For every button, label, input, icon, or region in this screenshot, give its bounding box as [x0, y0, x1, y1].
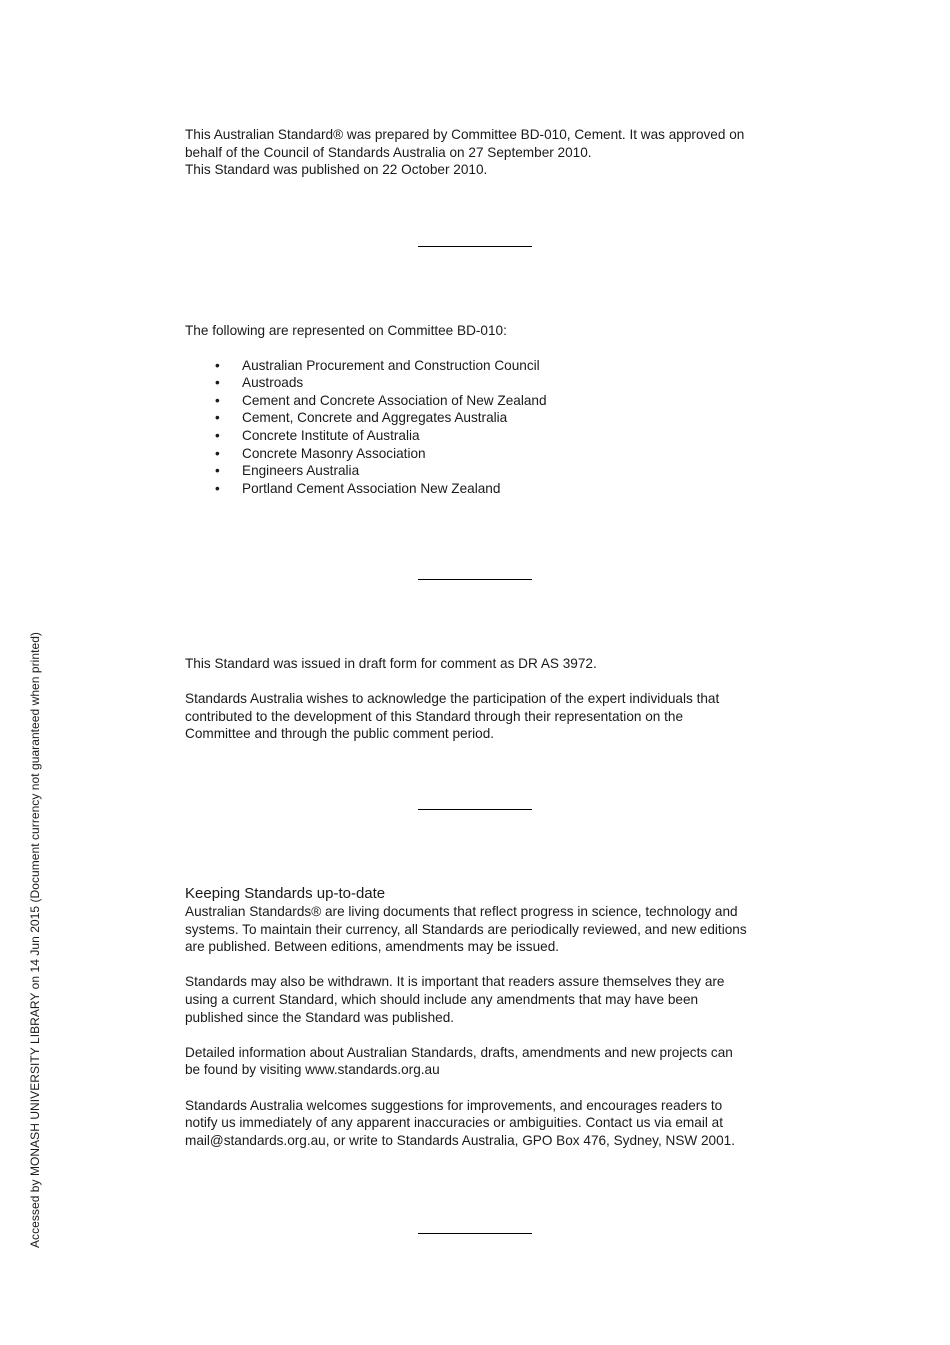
bullet-icon: •: [215, 392, 220, 408]
section-divider: [418, 809, 532, 810]
draft-section: [185, 655, 785, 743]
list-item: [185, 427, 785, 445]
member-name: Cement, Concrete and Aggregates Australia: [242, 410, 508, 426]
paragraph-line: are published. Between editions, amendments may be issued.: [185, 939, 560, 955]
section-divider: [418, 579, 532, 580]
bullet-icon: •: [215, 357, 220, 373]
paragraph-line: using a current Standard, which should include any amendments that may have been: [185, 991, 699, 1007]
paragraph-line: Standards may also be withdrawn. It is important that readers assure themselves they are: [185, 974, 725, 990]
acknowledgement: [185, 690, 785, 743]
acknowledgement-line: contributed to the development of this Standard through their representation on the: [185, 708, 684, 724]
section-divider: [418, 1233, 532, 1234]
paragraph-line: Detailed information about Australian Standards, drafts, amendments and new projects can: [185, 1044, 733, 1060]
paragraph-line: be found by visiting www.standards.org.au: [185, 1062, 440, 1078]
acknowledgement-line: Committee and through the public comment period.: [185, 726, 495, 742]
member-name: Engineers Australia: [242, 463, 360, 479]
list-item: [185, 374, 785, 392]
section-divider: [418, 246, 532, 247]
committee-section: [185, 322, 785, 497]
paragraph-line: Australian Standards® are living documents that reflect progress in science, technology and: [185, 904, 738, 919]
committee-intro: The following are represented on Committee BD-010:: [185, 323, 507, 338]
paragraph-line: systems. To maintain their currency, all Standards are periodically reviewed, and new editions: [185, 921, 747, 937]
list-item: [185, 462, 785, 480]
list-item: [185, 480, 785, 498]
paragraph-line: notify us immediately of any apparent inaccuracies or ambiguities. Contact us via email at: [185, 1115, 723, 1131]
paragraph: [185, 1097, 785, 1150]
member-name: Concrete Institute of Australia: [242, 427, 420, 443]
access-notice: Accessed by MONASH UNIVERSITY LIBRARY on 14 Jun 2015 (Document currency not guaranteed when printed): [28, 632, 42, 1248]
list-item: [185, 445, 785, 463]
bullet-icon: •: [215, 445, 220, 461]
preparation-line: behalf of the Council of Standards Australia on 27 September 2010.: [185, 144, 592, 160]
member-name: Portland Cement Association New Zealand: [242, 480, 501, 496]
section-heading: Keeping Standards up-to-date: [185, 885, 386, 902]
paragraph-line: published since the Standard was published.: [185, 1009, 455, 1025]
member-name: Cement and Concrete Association of New Zealand: [242, 392, 547, 408]
list-item: [185, 392, 785, 410]
bullet-icon: •: [215, 410, 220, 426]
acknowledgement-line: Standards Australia wishes to acknowledge the participation of the expert individuals that: [185, 691, 720, 707]
bullet-icon: •: [215, 463, 220, 479]
list-item: [185, 357, 785, 375]
preparation-line: This Australian Standard® was prepared by Committee BD-010, Cement. It was approved on: [185, 127, 745, 142]
paragraph-line: Standards Australia welcomes suggestions for improvements, and encourages readers to: [185, 1097, 723, 1113]
paragraph-line: mail@standards.org.au, or write to Standards Australia, GPO Box 476, Sydney, NSW 2001.: [185, 1132, 736, 1148]
member-name: Austroads: [242, 375, 304, 391]
up-to-date-section: [185, 885, 785, 1149]
bullet-icon: •: [215, 480, 220, 496]
bullet-icon: •: [215, 375, 220, 391]
draft-statement: This Standard was issued in draft form for comment as DR AS 3972.: [185, 656, 597, 671]
committee-member-list: [185, 357, 785, 498]
publication-date-line: This Standard was published on 22 October 2010.: [185, 162, 488, 178]
paragraph: [185, 1044, 785, 1079]
paragraph: [185, 973, 785, 1026]
member-name: Concrete Masonry Association: [242, 445, 426, 461]
preparation-statement: [185, 126, 785, 179]
bullet-icon: •: [215, 427, 220, 443]
paragraph: [185, 903, 785, 956]
member-name: Australian Procurement and Construction Council: [242, 357, 540, 373]
list-item: [185, 409, 785, 427]
